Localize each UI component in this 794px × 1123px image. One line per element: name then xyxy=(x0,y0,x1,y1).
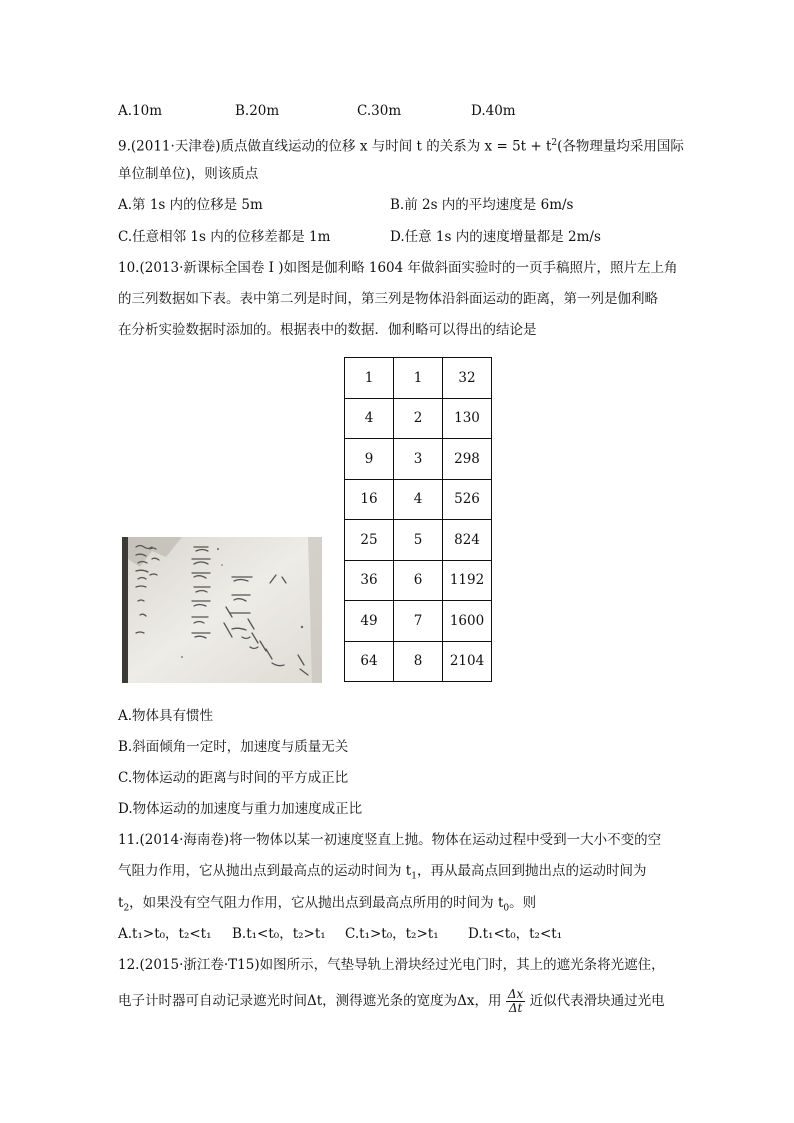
q11-stem-line3: $t_2$，如果没有空气阻力作用，它从抛出点到最高点所用的时间为 $t_0$。则 xyxy=(118,895,537,914)
q10-stem-line3: 在分析实验数据时添加的。根据表中的数据．伽利略可以得出的结论是 xyxy=(118,322,537,338)
q10-option-a: A.物体具有惯性 xyxy=(118,708,214,724)
table-cell: 4 xyxy=(394,479,443,520)
q12-stem-line1: 12.(2015·浙江卷·T15)如图所示，气垫导轨上滑块经过光电门时，其上的遮光条将光遮住， xyxy=(118,957,665,973)
q9-stem-line1: 9.(2011·天津卷)质点做直线运动的位移 x 与时间 t 的关系为 $x = 5t + t^2$(各物理量均采用国际 xyxy=(118,138,684,155)
q11-stem-line2: 气阻力作用，它从抛出点到最高点的运动时间为 $t_1$，再从最高点回到抛出点的运动时间为 xyxy=(118,863,647,882)
delta-x-over-delta-t-fraction: $\frac{\Delta x}{\Delta t}$ xyxy=(507,987,524,1015)
table-cell: 1 xyxy=(345,358,394,399)
q11-option-b: B.t₁<t₀，t₂>t₁ xyxy=(232,926,326,942)
table-row xyxy=(345,439,492,480)
table-cell: 32 xyxy=(443,358,492,399)
q8-option-c: C.30m xyxy=(357,103,402,119)
q10-option-b: B.斜面倾角一定时，加速度与质量无关 xyxy=(118,739,349,755)
table-cell: 64 xyxy=(345,641,394,682)
table-cell: 25 xyxy=(345,520,394,561)
table-cell: 298 xyxy=(443,439,492,480)
q9-option-a: A.第 1s 内的位移是 5m xyxy=(118,197,263,213)
table-row xyxy=(345,560,492,601)
table-row xyxy=(345,601,492,642)
table-cell: 526 xyxy=(443,479,492,520)
table-cell: 2104 xyxy=(443,641,492,682)
table-cell: 1192 xyxy=(443,560,492,601)
q8-option-d: D.40m xyxy=(471,103,516,119)
table-row xyxy=(345,641,492,682)
q9-option-d: D.任意 1s 内的速度增量都是 2m/s xyxy=(390,229,601,245)
table-cell: 2 xyxy=(394,398,443,439)
table-cell: 6 xyxy=(394,560,443,601)
galileo-manuscript-photo xyxy=(122,537,322,683)
table-cell: 1600 xyxy=(443,601,492,642)
table-cell: 3 xyxy=(394,439,443,480)
table-cell: 4 xyxy=(345,398,394,439)
q11-option-a: A.t₁>t₀，t₂<t₁ xyxy=(118,926,212,942)
q9-option-c: C.任意相邻 1s 内的位移差都是 1m xyxy=(118,229,331,245)
q8-option-b: B.20m xyxy=(235,103,280,119)
table-cell: 7 xyxy=(394,601,443,642)
q10-option-d: D.物体运动的加速度与重力加速度成正比 xyxy=(118,801,363,817)
table-row xyxy=(345,358,492,399)
table-cell: 1 xyxy=(394,358,443,399)
table-row xyxy=(345,398,492,439)
table-cell: 5 xyxy=(394,520,443,561)
table-cell: 49 xyxy=(345,601,394,642)
q10-option-c: C.物体运动的距离与时间的平方成正比 xyxy=(118,770,349,786)
q8-option-a: A.10m xyxy=(118,103,163,119)
q10-stem-line2: 的三列数据如下表。表中第二列是时间，第三列是物体沿斜面运动的距离，第一列是伽利略 xyxy=(118,291,658,307)
q9-option-b: B.前 2s 内的平均速度是 6m/s xyxy=(390,197,574,213)
table-cell: 9 xyxy=(345,439,394,480)
table-cell: 16 xyxy=(345,479,394,520)
table-cell: 130 xyxy=(443,398,492,439)
table-row xyxy=(345,520,492,561)
q11-stem-line1: 11.(2014·海南卷)将一物体以某一初速度竖直上抛。物体在运动过程中受到一大小不变的空 xyxy=(118,832,662,848)
q9-stem-line2: 单位制单位)，则该质点 xyxy=(118,166,259,182)
table-cell: 824 xyxy=(443,520,492,561)
galileo-data-table xyxy=(344,357,492,682)
table-cell: 8 xyxy=(394,641,443,682)
q11-option-c: C.t₁>t₀，t₂>t₁ xyxy=(345,926,439,942)
q11-option-d: D.t₁<t₀，t₂<t₁ xyxy=(468,926,563,942)
table-row xyxy=(345,479,492,520)
q12-stem-line2: 电子计时器可自动记录遮光时间Δt，测得遮光条的宽度为Δx，用 $\frac{\Delta x}{\Delta t}$ 近似代表滑块通过光电 xyxy=(118,987,665,1015)
q10-stem-line1: 10.(2013·新课标全国卷 I )如图是伽利略 1604 年做斜面实验时的一页手稿照片，照片左上角 xyxy=(118,260,678,276)
table-cell: 36 xyxy=(345,560,394,601)
